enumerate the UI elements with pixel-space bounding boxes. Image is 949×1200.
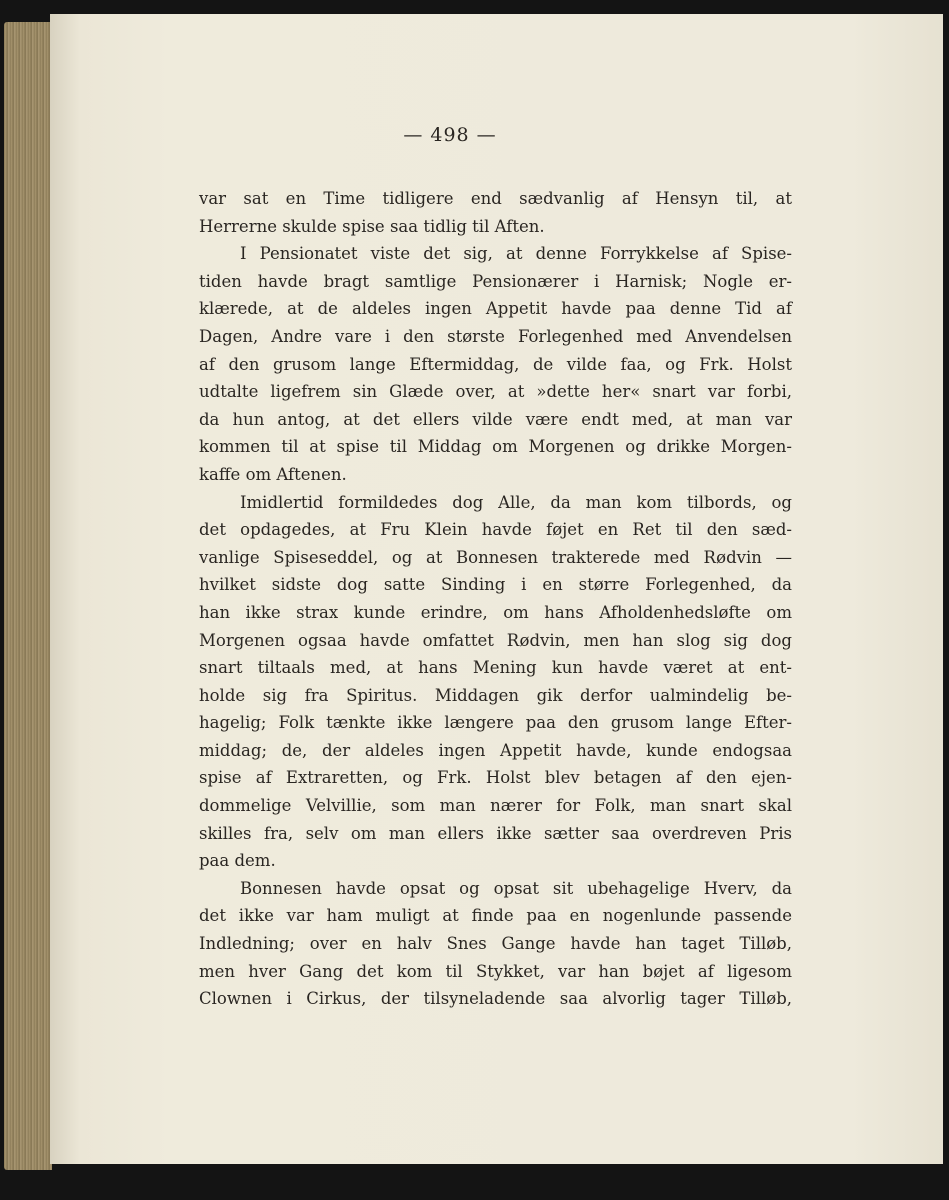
text-line: men hver Gang det kom til Stykket, var han bøjet af ligesom <box>199 961 792 981</box>
text-line: spise af Extraretten, og Frk. Holst blev betagen af den ejen- <box>199 768 792 788</box>
text-line: I Pensionatet viste det sig, at denne Forrykkelse af Spise- <box>240 244 792 264</box>
text-line: paa dem. <box>199 851 276 871</box>
body-text <box>199 185 792 1013</box>
text-line: det ikke var ham muligt at finde paa en nogenlunde passende <box>199 906 792 926</box>
text-line: holde sig fra Spiritus. Middagen gik derfor ualmindelig be- <box>199 685 792 705</box>
text-line: Imidlertid formildedes dog Alle, da man kom tilbords, og <box>240 492 792 512</box>
text-line: af den grusom lange Eftermiddag, de vilde faa, og Frk. Holst <box>199 354 792 374</box>
paragraph <box>199 185 792 240</box>
text-line: kommen til at spise til Middag om Morgenen og drikke Morgen- <box>199 437 792 457</box>
text-line: Clownen i Cirkus, der tilsyneladende saa alvorlig tager Tilløb, <box>199 989 792 1009</box>
text-line: det opdagedes, at Fru Klein havde føjet en Ret til den sæd- <box>199 520 792 540</box>
text-line: vanlige Spiseseddel, og at Bonnesen trakterede med Rødvin — <box>199 547 792 567</box>
text-line: udtalte ligefrem sin Glæde over, at »dette her« snart var forbi, <box>199 382 792 402</box>
page-edge-stack <box>4 22 52 1170</box>
text-line: hvilket sidste dog satte Sinding i en større Forlegenhed, da <box>199 575 792 595</box>
text-line: han ikke strax kunde erindre, om hans Afholdenhedsløfte om <box>199 602 792 622</box>
text-line: Indledning; over en halv Snes Gange havde han taget Tilløb, <box>199 934 792 954</box>
text-line: klærede, at de aldeles ingen Appetit havde paa denne Tid af <box>199 299 792 319</box>
text-line: kaffe om Aftenen. <box>199 464 347 484</box>
text-line: skilles fra, selv om man ellers ikke sætter saa overdreven Pris <box>199 823 792 843</box>
text-line: da hun antog, at det ellers vilde være endt med, at man var <box>199 409 792 429</box>
paragraph <box>199 240 792 488</box>
text-line: var sat en Time tidligere end sædvanlig af Hensyn til, at <box>199 189 792 208</box>
text-line: middag; de, der aldeles ingen Appetit havde, kunde endogsaa <box>199 740 792 760</box>
text-line: Morgenen ogsaa havde omfattet Rødvin, men han slog sig dog <box>199 630 792 650</box>
text-line: snart tiltaals med, at hans Mening kun havde været at ent- <box>199 658 792 678</box>
page-number: — 498 — <box>403 124 497 146</box>
text-line: dommelige Velvillie, som man nærer for Folk, man snart skal <box>199 796 792 816</box>
text-line: Herrerne skulde spise saa tidlig til Aften. <box>199 216 545 236</box>
paragraph <box>199 489 792 875</box>
paragraph <box>199 875 792 1013</box>
text-line: tiden havde bragt samtlige Pensionærer i Harnisk; Nogle er- <box>199 271 792 291</box>
text-line: hagelig; Folk tænkte ikke længere paa den grusom lange Efter- <box>199 713 792 733</box>
text-line: Dagen, Andre vare i den største Forlegenhed med Anvendelsen <box>199 326 792 346</box>
text-line: Bonnesen havde opsat og opsat sit ubehagelige Hverv, da <box>240 878 792 898</box>
